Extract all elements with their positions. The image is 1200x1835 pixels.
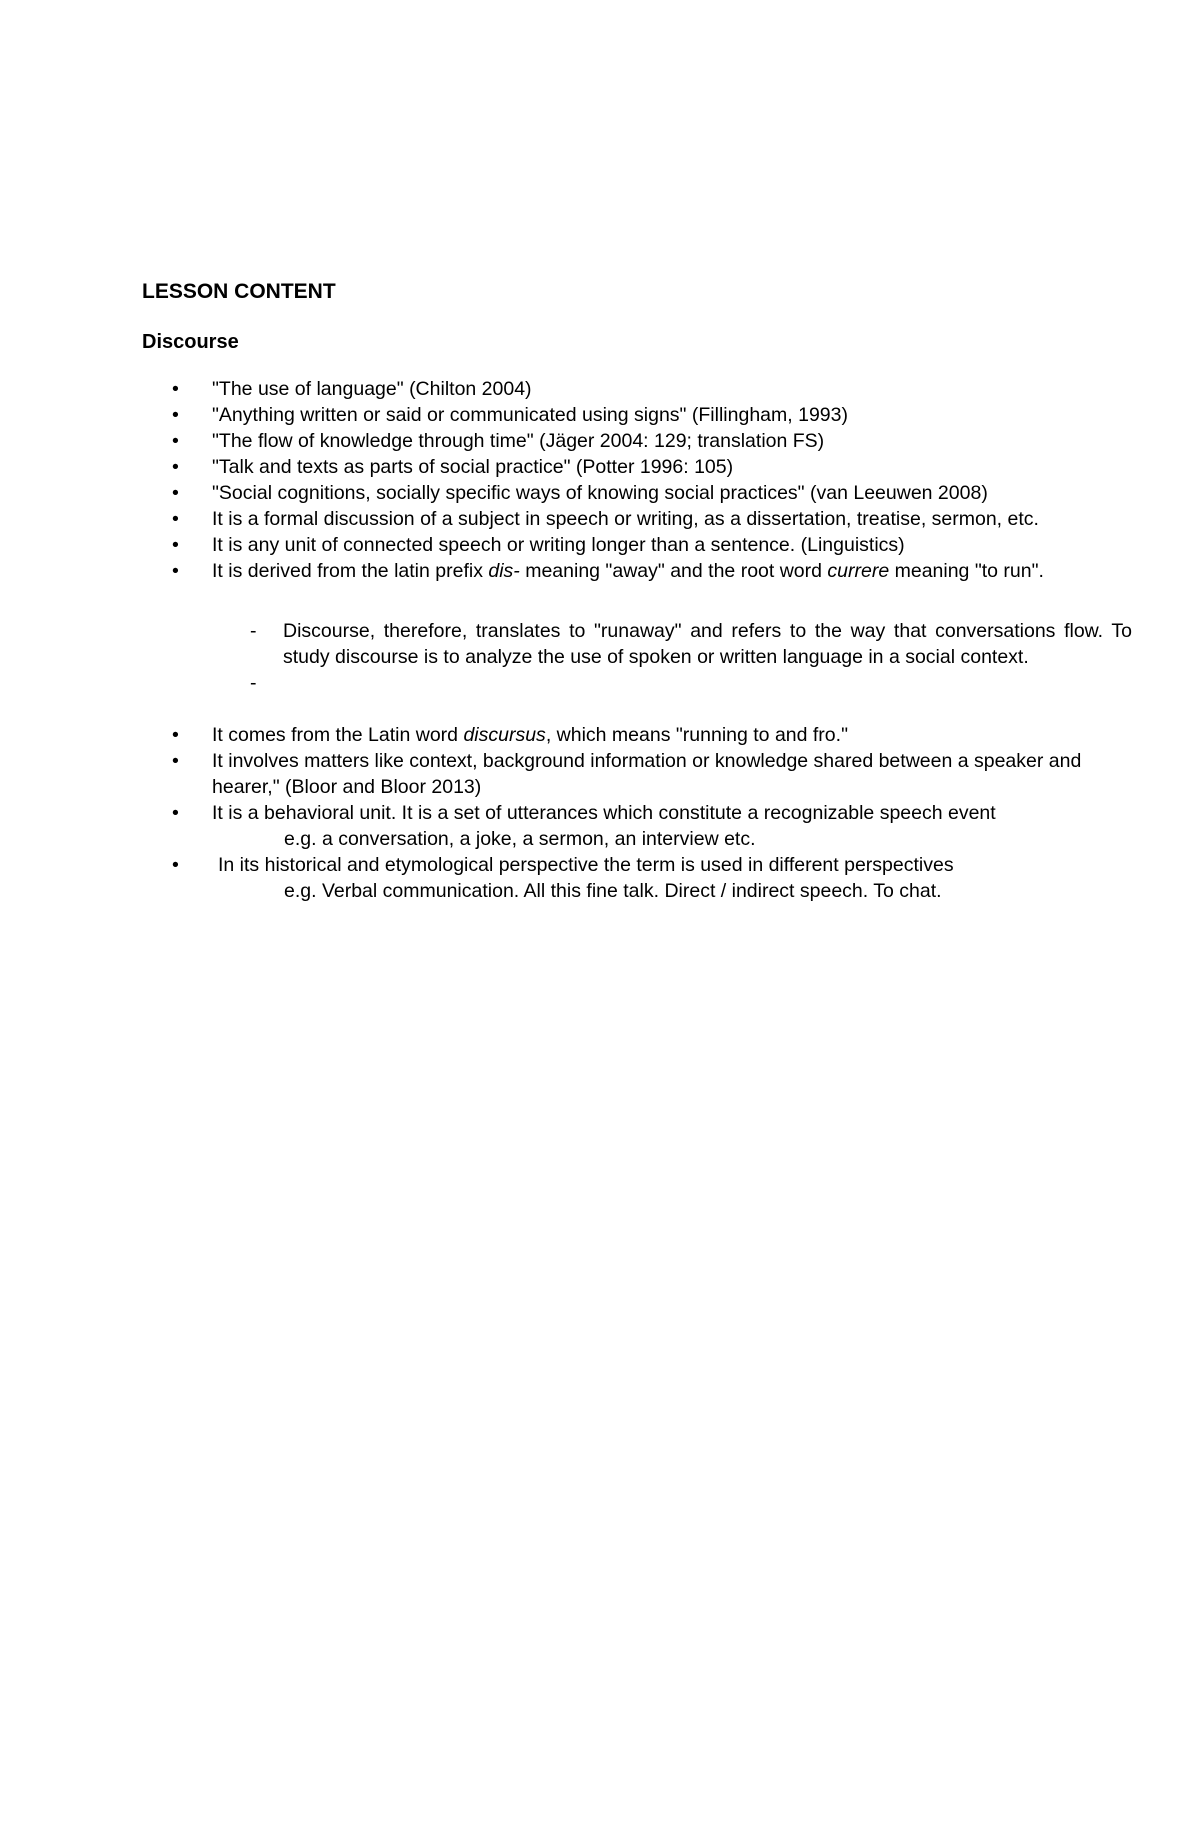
list-item-historical: • In its historical and etymological perspective the term is used in different perspectives e.g. Verbal communication. All this fine talk. Direct / indirect speech. To chat. — [0, 852, 1200, 904]
list-item: • It is a formal discussion of a subject in speech or writing, as a dissertation, treatise, sermon, etc. — [172, 508, 1039, 530]
bullet-icon: • — [172, 404, 179, 426]
bullet-icon: • — [172, 456, 179, 478]
bullet-icon: • — [172, 534, 179, 556]
bullet-icon: • — [172, 750, 179, 772]
bullet-icon: • — [172, 508, 179, 530]
dash-marker: - — [250, 672, 257, 694]
list-item: • "The use of language" (Chilton 2004) — [172, 378, 532, 400]
list-item: • "Talk and texts as parts of social practice" (Potter 1996: 105) — [172, 456, 734, 478]
dash-item-empty — [0, 670, 1200, 696]
bullet-icon: • — [172, 802, 179, 824]
list-item: • "The flow of knowledge through time" (Jäger 2004: 129; translation FS) — [172, 430, 825, 452]
example-line: e.g. a conversation, a joke, a sermon, an interview etc. — [284, 828, 756, 850]
section-heading: Discourse — [142, 331, 239, 353]
list-item-context: • It involves matters like context, background information or knowledge shared between a speaker and hearer," (Bloor and Bloor 2013) — [172, 750, 1082, 798]
definition-list — [0, 376, 1200, 584]
bullet-icon: • — [172, 560, 179, 582]
origin-list — [0, 722, 1200, 904]
bullet-icon: • — [172, 378, 179, 400]
example-line: e.g. Verbal communication. All this fine talk. Direct / indirect speech. To chat. — [284, 880, 942, 902]
list-item: • It is any unit of connected speech or writing longer than a sentence. (Linguistics) — [172, 534, 905, 556]
dash-list — [0, 618, 1200, 696]
list-item: • "Anything written or said or communicated using signs" (Fillingham, 1993) — [172, 404, 848, 426]
dash-item: - Discourse, therefore, translates to "runaway" and refers to the way that conversations flow. To study discourse is to analyze the use of spoken or written language in a social context. — [250, 620, 1132, 668]
list-item-latin: • It comes from the Latin word discursus, which means "running to and fro." — [172, 724, 848, 746]
dash-marker: - — [250, 620, 257, 642]
lesson-title: LESSON CONTENT — [142, 280, 336, 303]
list-item-behavioral: • It is a behavioral unit. It is a set of utterances which constitute a recognizable speech event e.g. a conversation, a joke, a sermon, an interview etc. — [0, 800, 1200, 852]
bullet-icon: • — [172, 854, 179, 876]
bullet-icon: • — [172, 482, 179, 504]
bullet-icon: • — [172, 724, 179, 746]
bullet-icon: • — [172, 430, 179, 452]
list-item: • "Social cognitions, socially specific ways of knowing social practices" (van Leeuwen 2008) — [172, 482, 988, 504]
list-item-etymology: • It is derived from the latin prefix dis- meaning "away" and the root word currere meaning "to run". — [172, 560, 1044, 582]
